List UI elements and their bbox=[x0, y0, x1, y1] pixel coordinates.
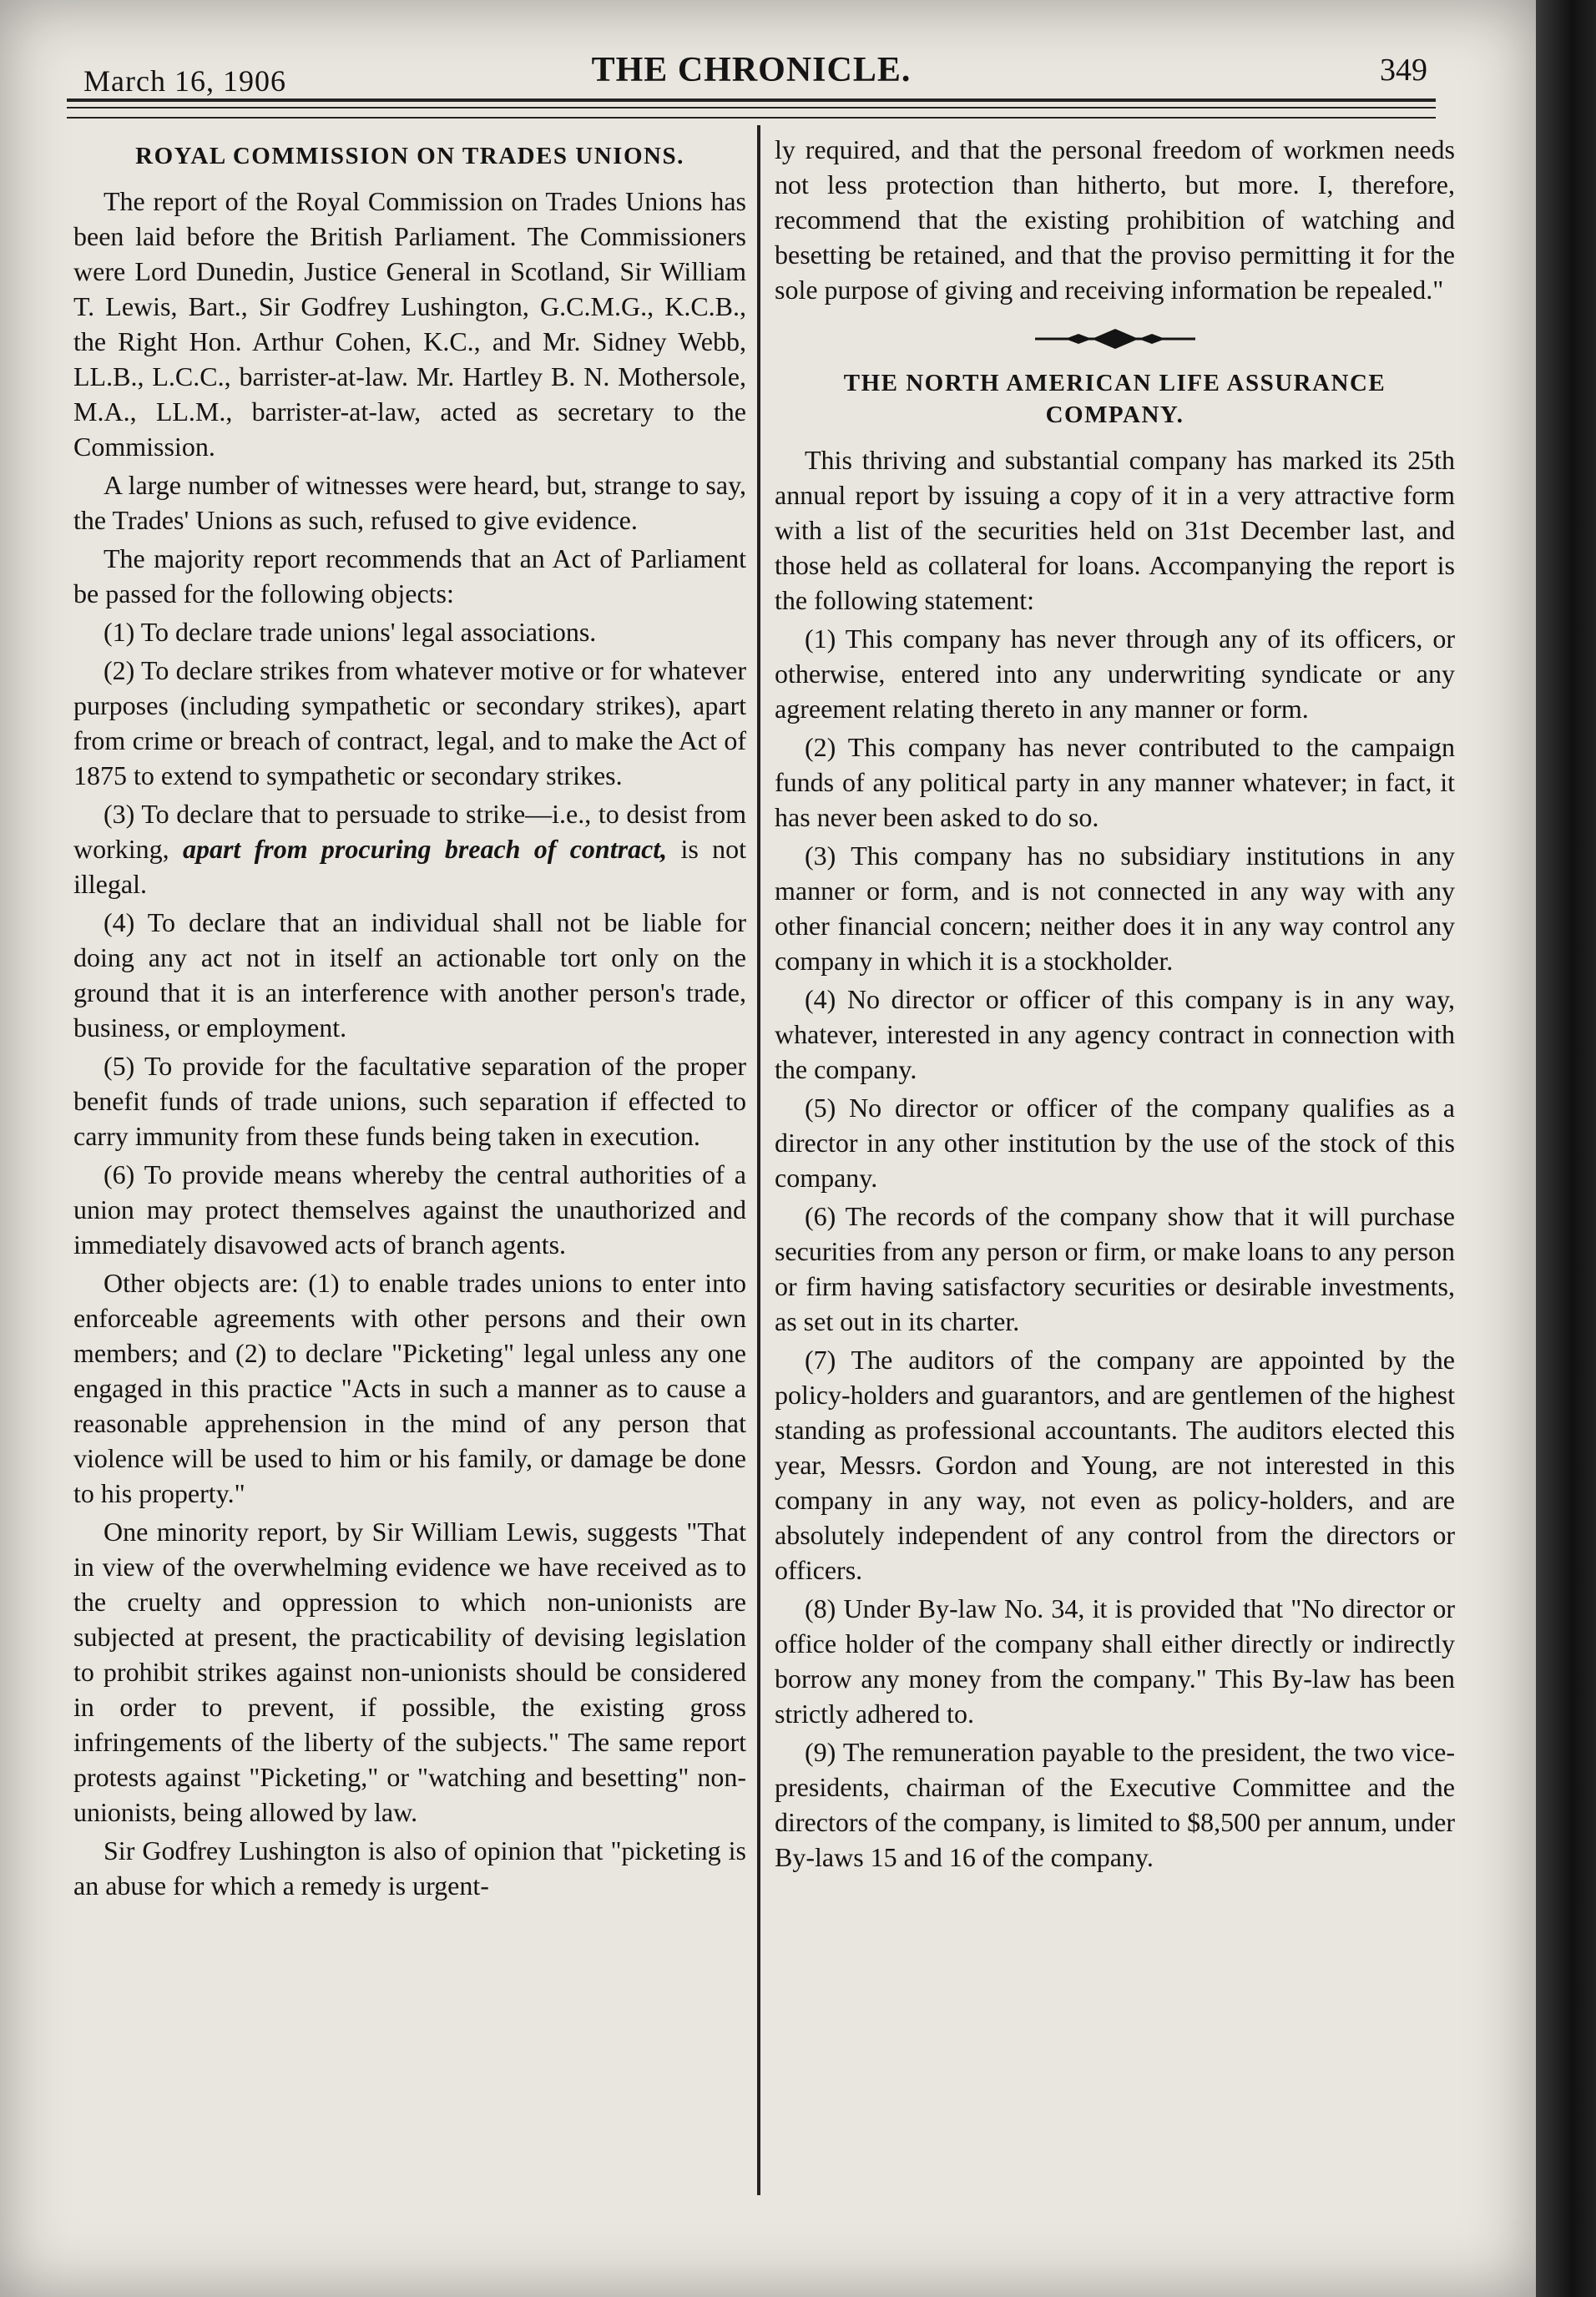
article-headline: ROYAL COMMISSION ON TRADES UNIONS. bbox=[135, 143, 684, 169]
article-paragraph: (4) No director or officer of this company is in any way, whatever, interested in any agency contract in connection with the company. bbox=[775, 984, 1455, 1084]
page-edge bbox=[1536, 0, 1596, 2297]
paragraph-text: (3) To declare that to persuade to strike—i.e., to desist from working, bbox=[73, 799, 746, 864]
column-divider bbox=[757, 125, 760, 2195]
article-paragraph: (1) To declare trade unions' legal associations. bbox=[104, 617, 597, 647]
article-paragraph: This thriving and substantial company has marked its 25th annual report by issuing a copy of it in a very attractive form with a list of the securities held on 31st December last, and those held as collateral for loans. Accompanying the report is the following statement: bbox=[775, 445, 1455, 615]
article-paragraph: The majority report recommends that an Act of Parliament be passed for the following objects: bbox=[73, 543, 746, 608]
article-paragraph: Sir Godfrey Lushington is also of opinion that "picketing is an abuse for which a remedy is urgent- bbox=[73, 1835, 746, 1901]
header-date: March 16, 1906 bbox=[83, 64, 286, 98]
left-column bbox=[73, 132, 746, 1906]
article-paragraph: (2) To declare strikes from whatever motive or for whatever purposes (including sympathetic or secondary strikes), apart from crime or breach of contract, legal, and to make the Act of 1875 to extend to sympathetic or secondary strikes. bbox=[73, 655, 746, 790]
article-paragraph: (4) To declare that an individual shall not be liable for doing any act not in itself an actionable tort only on the ground that it is an interference with another person's trade, business, or employment. bbox=[73, 907, 746, 1042]
article-headline: THE NORTH AMERICAN LIFE ASSURANCE COMPANY. bbox=[843, 370, 1386, 428]
article-paragraph: Other objects are: (1) to enable trades unions to enter into enforceable agreements with other persons and their own members; and (2) to declare "Picketing" legal unless any one engaged in this practice "Acts in such a manner as to cause a reasonable apprehension in the mind of any person that violence will be used to him or his family, or damage be done to his property." bbox=[73, 1268, 746, 1508]
article-paragraph: One minority report, by Sir William Lewis, suggests "That in view of the overwhelming evidence we have received as to the cruelty and oppression to which non-unionists are subjected at present, the practicability of devising legislation to prohibit strikes against non-unionists should be considered in order to prevent, if possible, the existing gross infringements of the liberty of the subjects." The same report protests against "Picketing," or "watching and besetting" non-unionists, being allowed by law. bbox=[73, 1517, 746, 1827]
article-paragraph: (3) This company has no subsidiary institutions in any manner or form, and is not connected in any way with any other financial concern; neither does it in any way control any company in which it is a stockholder. bbox=[775, 841, 1455, 976]
header-title: THE CHRONICLE. bbox=[591, 51, 912, 89]
article-continuation: ly required, and that the personal freedom of workmen needs not less protection than hitherto, but more. I, therefore, recommend that the existing prohibition of watching and besetting be retained, and that the proviso permitting it for the sole purpose of giving and receiving information be repealed." bbox=[775, 134, 1455, 305]
header-rule bbox=[67, 107, 1436, 109]
article-paragraph: (1) This company has never through any of its officers, or otherwise, entered into any underwriting syndicate or any agreement relating thereto in any manner or form. bbox=[775, 623, 1455, 724]
article-paragraph: (8) Under By-law No. 34, it is provided that "No director or office holder of the company shall either directly or indirectly borrow any money from the company." This By-law has been strictly adhered to. bbox=[775, 1593, 1455, 1729]
article-paragraph: A large number of witnesses were heard, but, strange to say, the Trades' Unions as such, refused to give evidence. bbox=[73, 470, 746, 535]
page-number: 349 bbox=[1380, 53, 1427, 88]
paragraph-text: is not illegal. bbox=[73, 834, 747, 899]
article-paragraph: (6) The records of the company show that it will purchase securities from any person or firm, or make loans to any person or firm having satisfactory securities or desirable investments, as set out in its charter. bbox=[775, 1201, 1455, 1336]
article-paragraph: (9) The remuneration payable to the president, the two vice-presidents, chairman of the Executive Committee and the directors of the company, is limited to $8,500 per annum, under By-laws 15 and 16 of the company. bbox=[775, 1737, 1455, 1872]
article-paragraph: (5) To provide for the facultative separation of the proper benefit funds of trade unions, such separation if effected to carry immunity from these funds being taken in execution. bbox=[73, 1051, 746, 1151]
header-rule bbox=[67, 98, 1436, 102]
article-paragraph: (2) This company has never contributed to the campaign funds of any political party in any manner whatever; in fact, it has never been asked to do so. bbox=[775, 732, 1455, 832]
right-column bbox=[775, 132, 1455, 1878]
article-paragraph: The report of the Royal Commission on Trades Unions has been laid before the British Parliament. The Commissioners were Lord Dunedin, Justice General in Scotland, Sir William T. Lewis, Bart., Sir Godfrey Lushington, G.C.M.G., K.C.B., the Right Hon. Arthur Cohen, K.C., and Mr. Sidney Webb, LL.B., L.C.C., barrister-at-law. Mr. Hartley B. N. Mothersole, M.A., LL.M., barrister-at-law, acted as secretary to the Commission. bbox=[73, 186, 746, 462]
article-paragraph: (7) The auditors of the company are appointed by the policy-holders and guarantors, and are gentlemen of the highest standing as professional accountants. The auditors elected this year, Messrs. Gordon and Young, are not interested in this company in any way, not even as policy-holders, and are absolutely independent of any control from the directors or officers. bbox=[775, 1345, 1455, 1585]
emphasized-text: apart from procuring breach of contract, bbox=[182, 834, 668, 864]
header-rule bbox=[67, 117, 1436, 119]
article-paragraph: (5) No director or officer of the company qualifies as a director in any other institution by the use of the stock of this company. bbox=[775, 1093, 1455, 1193]
page-header bbox=[75, 48, 1427, 98]
ornament-divider-icon bbox=[775, 322, 1455, 356]
article-paragraph bbox=[73, 796, 746, 901]
article-paragraph: (6) To provide means whereby the central authorities of a union may protect themselves against the unauthorized and immediately disavowed acts of branch agents. bbox=[73, 1159, 746, 1260]
